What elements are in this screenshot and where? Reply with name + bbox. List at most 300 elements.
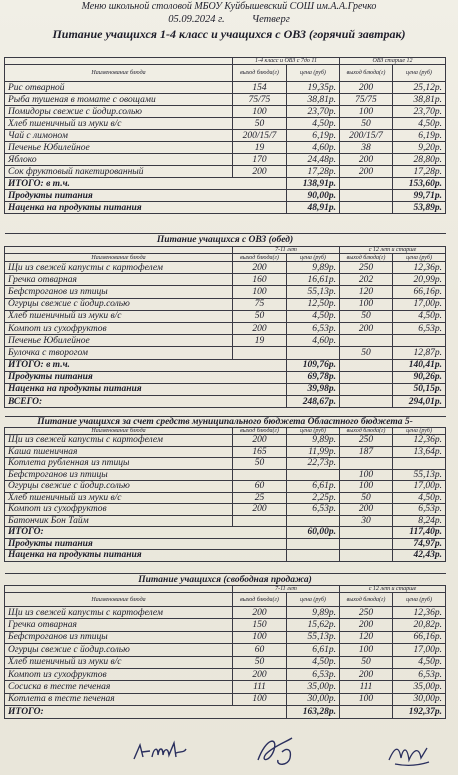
price-older: 17,28р. <box>393 166 446 178</box>
dish-row <box>5 347 446 359</box>
total-young: 248,67р. <box>287 396 340 408</box>
portion-young: 75 <box>233 298 287 310</box>
total-row <box>5 359 446 371</box>
portion-young: 111 <box>233 681 287 693</box>
column-header: цена (руб) <box>287 428 340 435</box>
price-young <box>287 469 340 481</box>
dish-name: Бефстроганов из птицы <box>5 286 233 298</box>
dish-name: Чай с лимоном <box>5 130 233 142</box>
total-spacer <box>340 706 393 718</box>
total-spacer <box>340 371 393 383</box>
price-older: 8,24р. <box>393 515 446 527</box>
column-header: Наименование блюда <box>5 428 233 435</box>
age-group-header: с 12 лет и старше <box>340 247 446 254</box>
price-older: 17,00р. <box>393 298 446 310</box>
price-older <box>393 335 446 347</box>
section-title: Питание учащихся (свободная продажа) <box>5 574 446 586</box>
breakfast-table <box>4 57 446 214</box>
portion-older: 50 <box>340 347 393 359</box>
menu-date: 05.09.2024 г. <box>168 14 225 25</box>
total-older: 192,37р. <box>393 706 446 718</box>
total-spacer <box>340 527 393 539</box>
total-spacer <box>340 178 393 190</box>
portion-young: 200 <box>233 607 287 619</box>
dish-name: Яблоко <box>5 154 233 166</box>
column-header: выход блюда(г) <box>340 65 393 82</box>
price-young: 30,00р. <box>287 693 340 705</box>
price-older <box>393 458 446 470</box>
portion-older: 200 <box>340 154 393 166</box>
total-young: 109,76р. <box>287 359 340 371</box>
signature-right <box>385 738 433 770</box>
total-label: ВСЕГО: <box>5 396 287 408</box>
dish-name: Хлеб пшеничный из муки в/с <box>5 656 233 668</box>
total-label: ИТОГО: <box>5 527 287 539</box>
price-older: 13,64р. <box>393 446 446 458</box>
column-header-row <box>5 428 446 435</box>
column-header-row <box>5 593 446 607</box>
column-header: цена (руб) <box>393 254 446 262</box>
portion-older: 100 <box>340 298 393 310</box>
total-older: 140,41р. <box>393 359 446 371</box>
dish-row <box>5 619 446 631</box>
price-older: 12,36р. <box>393 607 446 619</box>
dish-name: Бефстроганов из птицы <box>5 631 233 643</box>
dish-row <box>5 631 446 643</box>
dish-row <box>5 515 446 527</box>
age-group-header: с 12 лет и старше <box>340 586 446 593</box>
total-label: Наценка на продукты питания <box>5 383 287 395</box>
price-older: 28,80р. <box>393 154 446 166</box>
dish-row <box>5 668 446 680</box>
dish-row <box>5 693 446 705</box>
price-young: 55,13р. <box>287 631 340 643</box>
price-young: 4,50р. <box>287 656 340 668</box>
portion-young: 75/75 <box>233 94 287 106</box>
price-young: 35,00р. <box>287 681 340 693</box>
dish-name: Гречка отварная <box>5 274 233 286</box>
dish-name: Щи из свежей капусты с картофелем <box>5 435 233 447</box>
portion-older: 100 <box>340 106 393 118</box>
portion-older: 250 <box>340 435 393 447</box>
portion-older: 100 <box>340 644 393 656</box>
column-header: выход блюда(г) <box>340 593 393 607</box>
column-header: выход блюда(г) <box>233 593 287 607</box>
total-young: 69,78р. <box>287 371 340 383</box>
total-spacer <box>340 538 393 550</box>
price-older: 35,00р. <box>393 681 446 693</box>
portion-older: 111 <box>340 681 393 693</box>
price-young: 6,61р. <box>287 644 340 656</box>
dish-row <box>5 656 446 668</box>
portion-older: 200 <box>340 668 393 680</box>
dish-name: Рыба тушеная в томате с овощами <box>5 94 233 106</box>
dish-row <box>5 681 446 693</box>
total-spacer <box>340 383 393 395</box>
price-older: 6,53р. <box>393 668 446 680</box>
portion-young: 100 <box>233 106 287 118</box>
dish-row <box>5 274 446 286</box>
price-older: 4,50р. <box>393 492 446 504</box>
group-header-row <box>5 247 446 254</box>
portion-older: 187 <box>340 446 393 458</box>
total-young: 60,00р. <box>287 527 340 539</box>
portion-young: 50 <box>233 458 287 470</box>
total-row <box>5 527 446 539</box>
column-header: Наименование блюда <box>5 254 233 262</box>
portion-older: 200 <box>340 166 393 178</box>
dish-name: Щи из свежей капусты с картофелем <box>5 262 233 274</box>
total-older: 153,60р. <box>393 178 446 190</box>
free-sale-table <box>4 573 446 719</box>
portion-older: 200 <box>340 619 393 631</box>
dish-row <box>5 469 446 481</box>
portion-older: 75/75 <box>340 94 393 106</box>
price-older: 12,36р. <box>393 262 446 274</box>
total-row <box>5 371 446 383</box>
price-young: 15,62р. <box>287 619 340 631</box>
dish-name: Компот из сухофруктов <box>5 668 233 680</box>
price-young: 19,35р. <box>287 82 340 94</box>
price-young: 16,61р. <box>287 274 340 286</box>
portion-young: 200 <box>233 262 287 274</box>
column-header: выход блюда(г) <box>340 254 393 262</box>
total-label: Продукты питания <box>5 538 287 550</box>
dish-row <box>5 310 446 322</box>
price-older: 6,53р. <box>393 322 446 334</box>
age-group-header: 7-11 лет <box>233 586 340 593</box>
portion-older: 100 <box>340 481 393 493</box>
group-header-row <box>5 58 446 65</box>
portion-young: 60 <box>233 481 287 493</box>
total-spacer <box>340 359 393 371</box>
dish-row <box>5 154 446 166</box>
portion-young: 50 <box>233 118 287 130</box>
portion-older: 120 <box>340 286 393 298</box>
age-group-header: 7-11 лет <box>233 247 340 254</box>
price-older: 30,00р. <box>393 693 446 705</box>
column-header: выход блюда(г) <box>340 428 393 435</box>
section-title-row <box>5 574 446 586</box>
dish-row <box>5 607 446 619</box>
portion-older: 50 <box>340 656 393 668</box>
dish-name: Огурцы свежие с йодир.солью <box>5 481 233 493</box>
total-row <box>5 178 446 190</box>
total-row <box>5 550 446 562</box>
price-young <box>287 347 340 359</box>
column-header: цена (руб) <box>287 593 340 607</box>
portion-older: 50 <box>340 310 393 322</box>
portion-older: 250 <box>340 607 393 619</box>
section-title: Питание учащихся с ОВЗ (обед) <box>5 234 446 247</box>
portion-young: 25 <box>233 492 287 504</box>
price-young <box>287 515 340 527</box>
dish-name: Компот из сухофруктов <box>5 504 233 516</box>
column-header: Наименование блюда <box>5 593 233 607</box>
portion-young: 100 <box>233 693 287 705</box>
total-label: Продукты питания <box>5 190 287 202</box>
total-row <box>5 202 446 214</box>
price-older: 66,16р. <box>393 286 446 298</box>
dish-name: Щи из свежей капусты с картофелем <box>5 607 233 619</box>
price-young: 22,73р. <box>287 458 340 470</box>
column-header: выход блюда(г) <box>233 428 287 435</box>
dish-row <box>5 130 446 142</box>
column-header: цена (руб) <box>393 593 446 607</box>
dish-name: Хлеб пшеничный из муки в/с <box>5 118 233 130</box>
price-older: 4,50р. <box>393 118 446 130</box>
portion-older: 50 <box>340 492 393 504</box>
total-young <box>287 550 340 562</box>
budget-meals-table <box>4 416 446 562</box>
section-title-row <box>5 234 446 247</box>
dish-name: Котлета в тесте печеная <box>5 693 233 705</box>
date-line <box>0 15 458 26</box>
price-young: 4,50р. <box>287 310 340 322</box>
price-older: 4,50р. <box>393 656 446 668</box>
total-older: 74,97р. <box>393 538 446 550</box>
portion-older: 250 <box>340 262 393 274</box>
dish-name: Сок фруктовый пакетированный <box>5 166 233 178</box>
total-older: 99,71р. <box>393 190 446 202</box>
total-row <box>5 396 446 408</box>
total-older: 117,40р. <box>393 527 446 539</box>
dish-row <box>5 446 446 458</box>
price-young: 6,19р. <box>287 130 340 142</box>
dish-row <box>5 504 446 516</box>
portion-older: 200/15/7 <box>340 130 393 142</box>
price-older: 25,12р. <box>393 82 446 94</box>
dish-name: Каша пшеничная <box>5 446 233 458</box>
portion-young: 200 <box>233 668 287 680</box>
price-young: 23,70р. <box>287 106 340 118</box>
dish-name: Гречка отварная <box>5 619 233 631</box>
price-older: 12,87р. <box>393 347 446 359</box>
dish-name: Булочка с творогом <box>5 347 233 359</box>
portion-young: 100 <box>233 286 287 298</box>
ovz-lunch-table <box>4 233 446 408</box>
portion-older: 202 <box>340 274 393 286</box>
price-young: 24,48р. <box>287 154 340 166</box>
dish-row <box>5 298 446 310</box>
group-header-blank <box>5 586 233 593</box>
group-header-blank <box>5 247 233 254</box>
total-label: ИТОГО: в т.ч. <box>5 178 287 190</box>
total-row <box>5 538 446 550</box>
portion-young: 200 <box>233 504 287 516</box>
total-older: 42,43р. <box>393 550 446 562</box>
dish-name: Сосиска в тесте печеная <box>5 681 233 693</box>
portion-young: 160 <box>233 274 287 286</box>
portion-older: 30 <box>340 515 393 527</box>
portion-young: 19 <box>233 335 287 347</box>
portion-young: 50 <box>233 310 287 322</box>
total-young: 39,98р. <box>287 383 340 395</box>
portion-young <box>233 515 287 527</box>
price-young: 12,50р. <box>287 298 340 310</box>
price-young: 9,89р. <box>287 607 340 619</box>
group-header-row <box>5 586 446 593</box>
price-young: 6,53р. <box>287 504 340 516</box>
age-group-header: 1-4 класс и ОВЗ с 7до 11 <box>233 58 340 65</box>
portion-young: 150 <box>233 619 287 631</box>
dish-row <box>5 286 446 298</box>
section-1-title: Питание учащихся 1-4 класс и учащихся с ОВЗ (горячий завтрак) <box>52 27 406 41</box>
column-header-row <box>5 254 446 262</box>
column-header: цена (руб) <box>393 428 446 435</box>
dish-row <box>5 142 446 154</box>
section-title-row <box>5 417 446 428</box>
price-older: 20,82р. <box>393 619 446 631</box>
price-young: 6,61р. <box>287 481 340 493</box>
price-young: 55,13р. <box>287 286 340 298</box>
total-label: Продукты питания <box>5 371 287 383</box>
total-young: 90,00р. <box>287 190 340 202</box>
total-label: ИТОГО: в т.ч. <box>5 359 287 371</box>
dish-name: Хлеб пшеничный из муки в/с <box>5 310 233 322</box>
portion-young <box>233 347 287 359</box>
price-young: 9,89р. <box>287 435 340 447</box>
total-label: ИТОГО: <box>5 706 287 718</box>
column-header: цена (руб) <box>287 65 340 82</box>
total-young: 163,28р. <box>287 706 340 718</box>
portion-older: 200 <box>340 504 393 516</box>
price-older: 20,99р. <box>393 274 446 286</box>
price-young: 4,60р. <box>287 142 340 154</box>
price-young: 4,60р. <box>287 335 340 347</box>
price-older: 17,00р. <box>393 481 446 493</box>
dish-name: Рис отварной <box>5 82 233 94</box>
dish-row <box>5 118 446 130</box>
total-row <box>5 383 446 395</box>
dish-row <box>5 94 446 106</box>
total-young <box>287 538 340 550</box>
dish-name: Компот из сухофруктов <box>5 322 233 334</box>
dish-row <box>5 481 446 493</box>
signature-middle <box>252 732 304 770</box>
dish-name: Батончик Бон Тайм <box>5 515 233 527</box>
portion-young: 200 <box>233 166 287 178</box>
price-older: 6,53р. <box>393 504 446 516</box>
dish-row <box>5 335 446 347</box>
school-name: Меню школьной столовой МБОУ Куйбышевский СОШ им.А.А.Гречко <box>81 1 377 12</box>
portion-young: 50 <box>233 656 287 668</box>
portion-young <box>233 469 287 481</box>
portion-older: 100 <box>340 469 393 481</box>
portion-young: 165 <box>233 446 287 458</box>
price-older: 17,00р. <box>393 644 446 656</box>
total-spacer <box>340 396 393 408</box>
dish-row <box>5 322 446 334</box>
portion-young: 154 <box>233 82 287 94</box>
price-young: 11,99р. <box>287 446 340 458</box>
dish-name: Хлеб пшеничный из муки в/с <box>5 492 233 504</box>
menu-weekday: Четверг <box>251 14 290 25</box>
total-young: 48,91р. <box>287 202 340 214</box>
total-spacer <box>340 190 393 202</box>
dish-row <box>5 166 446 178</box>
total-spacer <box>340 202 393 214</box>
price-older: 55,13р. <box>393 469 446 481</box>
dish-row <box>5 492 446 504</box>
dish-name: Помидоры свежие с йодир.солью <box>5 106 233 118</box>
price-older: 6,19р. <box>393 130 446 142</box>
total-label: Наценка на продукты питания <box>5 202 287 214</box>
dish-name: Печенье Юбилейное <box>5 335 233 347</box>
column-header: цена (руб) <box>287 254 340 262</box>
signature-left <box>130 735 190 767</box>
total-older: 294,01р. <box>393 396 446 408</box>
column-header-row <box>5 65 446 82</box>
total-young: 138,91р. <box>287 178 340 190</box>
dish-row <box>5 644 446 656</box>
price-young: 4,50р. <box>287 118 340 130</box>
price-older: 12,36р. <box>393 435 446 447</box>
total-label: Наценка на продукты питания <box>5 550 287 562</box>
total-row <box>5 190 446 202</box>
dish-row <box>5 458 446 470</box>
total-row <box>5 706 446 718</box>
section-title: Питание учащихся за счет средств муниципального бюджета Областного бюджета 5- <box>5 417 446 428</box>
portion-young: 200 <box>233 435 287 447</box>
portion-older: 50 <box>340 118 393 130</box>
dish-name: Огурцы свежие с йодир.солью <box>5 644 233 656</box>
price-older: 66,16р. <box>393 631 446 643</box>
dish-row <box>5 82 446 94</box>
portion-young: 60 <box>233 644 287 656</box>
portion-young: 200/15/7 <box>233 130 287 142</box>
price-young: 17,28р. <box>287 166 340 178</box>
group-header-blank <box>5 58 233 65</box>
portion-older <box>340 458 393 470</box>
column-header: выход блюда(г) <box>233 254 287 262</box>
price-older: 4,50р. <box>393 310 446 322</box>
dish-name: Печенье Юбилейное <box>5 142 233 154</box>
portion-young: 200 <box>233 322 287 334</box>
price-young: 6,53р. <box>287 668 340 680</box>
portion-young: 100 <box>233 631 287 643</box>
age-group-header: ОВЗ старше 12 <box>340 58 446 65</box>
total-older: 90,26р. <box>393 371 446 383</box>
dish-row <box>5 106 446 118</box>
price-older: 23,70р. <box>393 106 446 118</box>
portion-older: 200 <box>340 82 393 94</box>
portion-older: 100 <box>340 693 393 705</box>
price-older: 38,81р. <box>393 94 446 106</box>
portion-older: 200 <box>340 322 393 334</box>
column-header: цена (руб) <box>393 65 446 82</box>
total-older: 50,15р. <box>393 383 446 395</box>
dish-name: Котлета рубленная из птицы <box>5 458 233 470</box>
dish-row <box>5 262 446 274</box>
portion-young: 170 <box>233 154 287 166</box>
portion-young: 19 <box>233 142 287 154</box>
portion-older: 38 <box>340 142 393 154</box>
portion-older: 120 <box>340 631 393 643</box>
price-older: 9,20р. <box>393 142 446 154</box>
price-young: 6,53р. <box>287 322 340 334</box>
column-header: выход блюда(г) <box>233 65 287 82</box>
price-young: 2,25р. <box>287 492 340 504</box>
portion-older <box>340 335 393 347</box>
price-young: 9,89р. <box>287 262 340 274</box>
dish-row <box>5 435 446 447</box>
price-young: 38,81р. <box>287 94 340 106</box>
dish-name: Огурцы свежие с йодир.солью <box>5 298 233 310</box>
column-header: Наименование блюда <box>5 65 233 82</box>
total-older: 53,89р. <box>393 202 446 214</box>
total-spacer <box>340 550 393 562</box>
